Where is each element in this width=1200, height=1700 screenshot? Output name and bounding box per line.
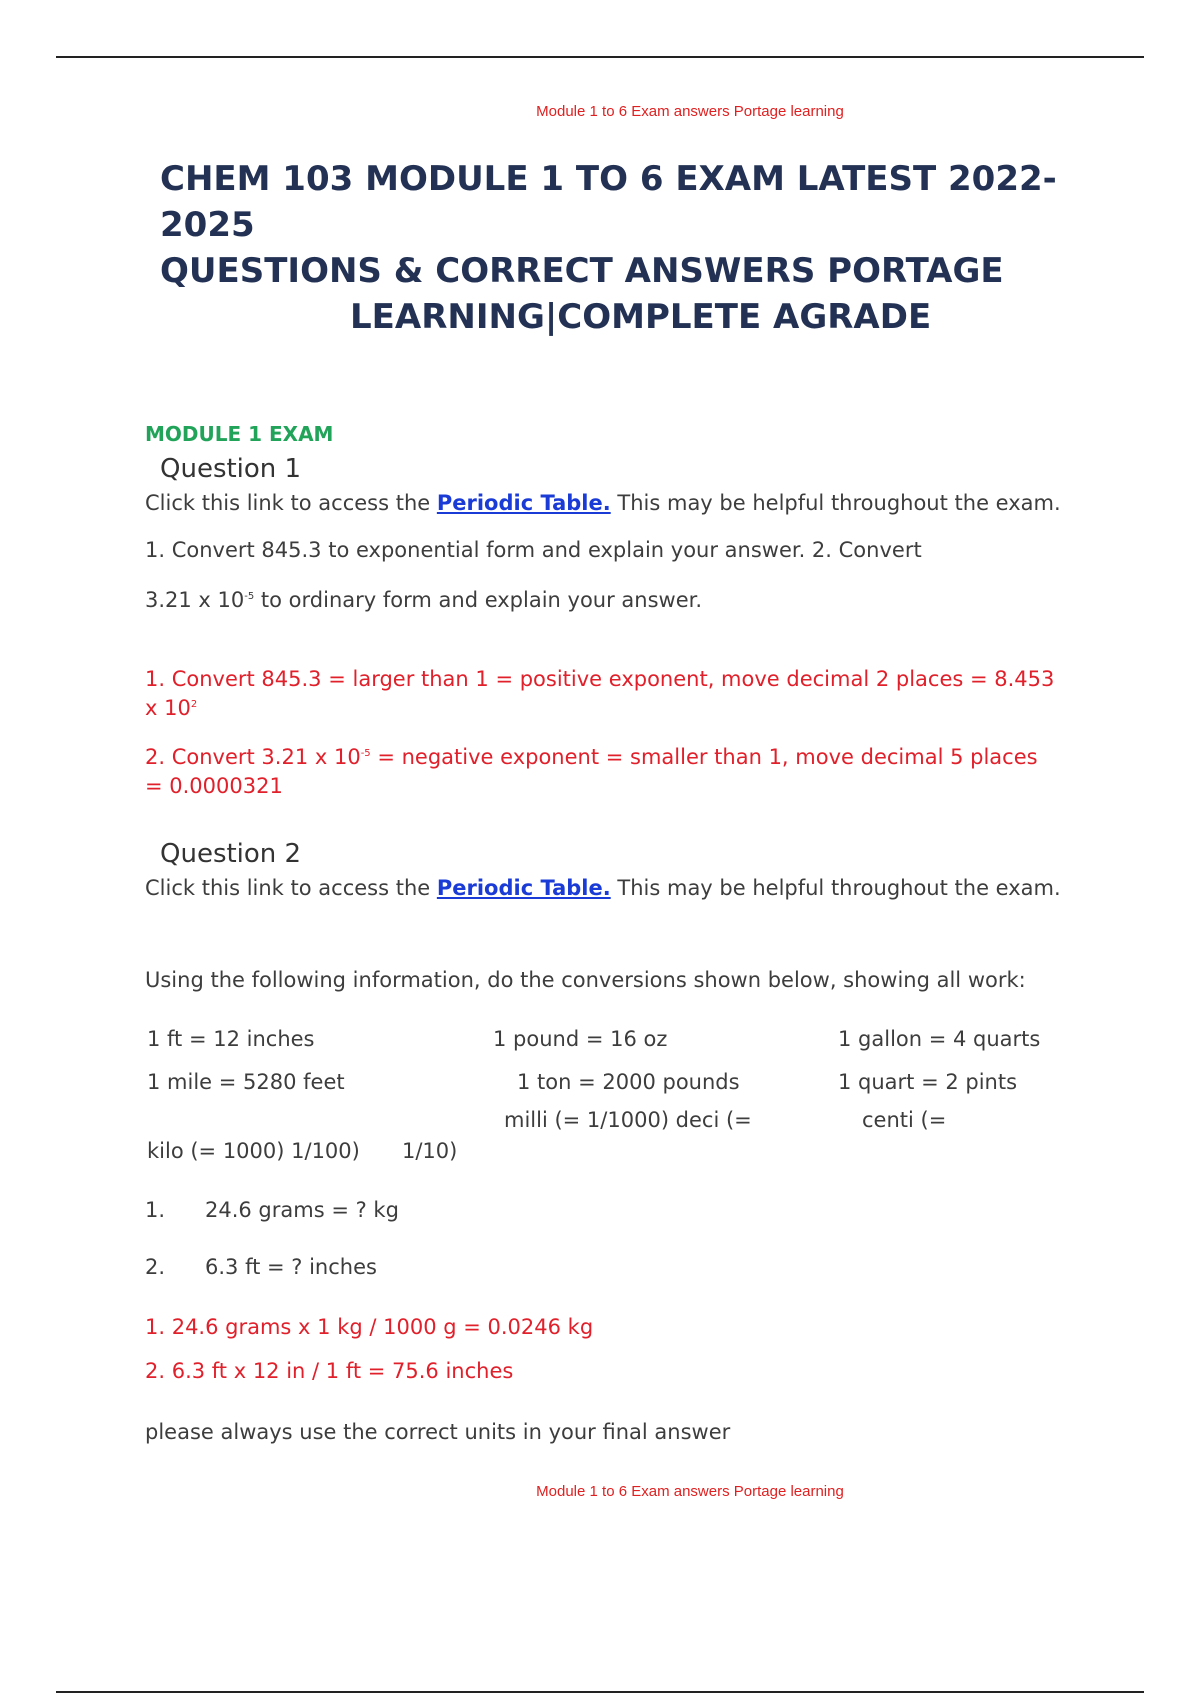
units-note: please always use the correct units in your final answer: [145, 1420, 731, 1444]
q1-prompt-post: to ordinary form and explain your answer.: [254, 588, 703, 612]
q1-link-sentence: [145, 491, 1061, 515]
link-sentence-before: Click this link to access the: [145, 876, 437, 900]
q1-prompt-pre: 3.21 x 10: [145, 588, 245, 612]
q2-link-sentence: [145, 876, 1061, 900]
prefix-fraction: 1/10): [402, 1139, 458, 1163]
q1-answer-2-line-1: [145, 745, 1038, 769]
conversion-gallon-quarts: 1 gallon = 4 quarts: [838, 1027, 1041, 1051]
q1-prompt-exponent: -5: [244, 591, 255, 602]
prefix-milli-deci: milli (= 1/1000) deci (=: [504, 1108, 752, 1132]
periodic-table-link[interactable]: Periodic Table.: [436, 876, 611, 900]
prefix-centi: centi (=: [862, 1108, 947, 1132]
module-label: MODULE 1 EXAM: [145, 422, 334, 446]
conversion-mile-feet: 1 mile = 5280 feet: [147, 1070, 345, 1094]
q1-answer-2-pre: 2. Convert 3.21 x 10: [145, 745, 361, 769]
title-line-2: QUESTIONS & CORRECT ANSWERS PORTAGE: [160, 251, 1004, 291]
periodic-table-link[interactable]: Periodic Table.: [436, 491, 611, 515]
prefix-kilo: kilo (= 1000) 1/100): [147, 1139, 360, 1163]
link-sentence-after: This may be helpful throughout the exam.: [610, 491, 1061, 515]
problem-1-number: 1.: [145, 1198, 166, 1222]
problem-2: 6.3 ft = ? inches: [205, 1255, 377, 1279]
q1-answer-1-pre: x 10: [145, 696, 191, 720]
q2-instructions: Using the following information, do the conversions shown below, showing all work:: [145, 968, 1026, 992]
title-line-3: LEARNING|COMPLETE AGRADE: [350, 297, 932, 337]
title-line-1: CHEM 103 MODULE 1 TO 6 EXAM LATEST 2022-2025: [160, 159, 1057, 245]
q1-answer-2-line-2: = 0.0000321: [145, 774, 283, 798]
q1-answer-1-line-1: 1. Convert 845.3 = larger than 1 = positive exponent, move decimal 2 places = 8.453: [145, 667, 1055, 691]
q1-answer-1-exponent: 2: [190, 699, 198, 710]
problem-2-number: 2.: [145, 1255, 166, 1279]
conversion-pound-oz: 1 pound = 16 oz: [493, 1027, 668, 1051]
q2-answer-1: 1. 24.6 grams x 1 kg / 1000 g = 0.0246 kg: [145, 1315, 594, 1339]
q1-answer-2-post: = negative exponent = smaller than 1, move decimal 5 places: [370, 745, 1038, 769]
footer-note: Module 1 to 6 Exam answers Portage learning: [536, 1483, 844, 1500]
bottom-rule: [56, 1691, 1144, 1693]
document-title: [160, 156, 1080, 340]
q1-prompt-line-2: [145, 588, 702, 612]
q2-answer-2: 2. 6.3 ft x 12 in / 1 ft = 75.6 inches: [145, 1359, 514, 1383]
top-rule: [56, 56, 1144, 58]
conversion-ft-inches: 1 ft = 12 inches: [147, 1027, 315, 1051]
question-1-heading: Question 1: [160, 454, 302, 484]
question-2-heading: Question 2: [160, 839, 302, 869]
link-sentence-before: Click this link to access the: [145, 491, 437, 515]
problem-1: 24.6 grams = ? kg: [205, 1198, 399, 1222]
conversion-quart-pints: 1 quart = 2 pints: [838, 1070, 1018, 1094]
header-note: Module 1 to 6 Exam answers Portage learning: [536, 103, 844, 120]
q1-prompt-line-1: 1. Convert 845.3 to exponential form and explain your answer. 2. Convert: [145, 538, 922, 562]
q1-answer-1-line-2: [145, 696, 197, 720]
conversion-ton-pounds: 1 ton = 2000 pounds: [517, 1070, 740, 1094]
q1-answer-2-exponent: -5: [360, 748, 371, 759]
link-sentence-after: This may be helpful throughout the exam.: [610, 876, 1061, 900]
